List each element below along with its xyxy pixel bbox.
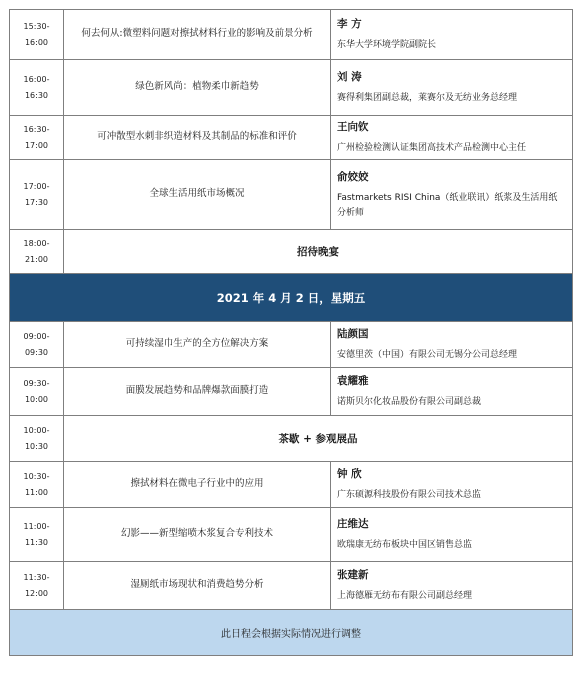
topic-cell: 何去何从:微塑料问题对擦拭材料行业的影响及前景分析	[64, 10, 331, 60]
session-row	[10, 508, 573, 562]
session-row	[10, 116, 573, 160]
speaker-title: 诺斯贝尔化妆品股份有限公司副总裁	[337, 397, 482, 408]
date-header: 2021 年 4 月 2 日，星期五	[10, 274, 573, 322]
speaker-title: Fastmarkets RISI China（纸业联讯）纸浆及生活用纸分析师	[337, 193, 558, 218]
time-start: 15:30-	[23, 22, 50, 32]
time-cell	[10, 60, 64, 116]
speaker-name: 陆颜国	[337, 328, 369, 341]
time-end: 10:30	[24, 441, 49, 451]
speaker-cell	[331, 562, 573, 610]
time-start: 11:30-	[23, 573, 50, 583]
speaker-title: 东华大学环境学院副院长	[337, 40, 437, 51]
time-start: 09:30-	[23, 379, 50, 389]
event-label: 招待晚宴	[64, 230, 573, 274]
topic-cell: 幻影——新型缩喷木浆复合专利技术	[64, 508, 331, 562]
event-row	[10, 416, 573, 462]
speaker-cell	[331, 508, 573, 562]
footer-row	[10, 610, 573, 656]
session-row	[10, 562, 573, 610]
topic-cell: 全球生活用纸市场概况	[64, 160, 331, 230]
session-row	[10, 160, 573, 230]
topic-cell: 湿厕纸市场现状和消费趋势分析	[64, 562, 331, 610]
speaker-cell	[331, 160, 573, 230]
time-start: 16:00-	[23, 75, 50, 85]
time-start: 09:00-	[23, 332, 50, 342]
time-cell	[10, 368, 64, 416]
speaker-name: 袁耀雅	[337, 375, 369, 388]
time-cell	[10, 116, 64, 160]
event-label: 茶歇 + 参观展品	[64, 416, 573, 462]
speaker-name: 钟 欣	[337, 468, 362, 481]
speaker-title: 上海德雁无纺布有限公司副总经理	[337, 591, 473, 602]
footer-note: 此日程会根据实际情况进行调整	[10, 610, 573, 656]
time-start: 17:00-	[23, 182, 50, 192]
time-cell	[10, 10, 64, 60]
time-cell	[10, 416, 64, 462]
time-cell	[10, 462, 64, 508]
session-row	[10, 60, 573, 116]
session-row	[10, 10, 573, 60]
time-end: 12:00	[24, 588, 49, 598]
topic-cell: 擦拭材料在微电子行业中的应用	[64, 462, 331, 508]
speaker-title: 赛得利集团副总裁，莱赛尔及无纺业务总经理	[337, 93, 518, 104]
speaker-name: 王向钦	[337, 121, 369, 134]
session-row	[10, 322, 573, 368]
date-row	[10, 274, 573, 322]
speaker-name: 俞姣姣	[337, 171, 369, 184]
schedule-body	[10, 10, 573, 656]
time-start: 18:00-	[23, 239, 50, 249]
speaker-title: 广东硕源科技股份有限公司技术总监	[337, 490, 482, 501]
topic-cell: 可冲散型水刺非织造材料及其制品的标准和评价	[64, 116, 331, 160]
topic-cell: 面膜发展趋势和品牌爆款面膜打造	[64, 368, 331, 416]
time-end: 21:00	[24, 254, 49, 264]
time-cell	[10, 322, 64, 368]
time-start: 16:30-	[23, 125, 50, 135]
speaker-name: 庄维达	[337, 518, 369, 531]
speaker-cell	[331, 368, 573, 416]
time-start: 11:00-	[23, 522, 50, 532]
speaker-cell	[331, 60, 573, 116]
speaker-name: 刘 涛	[337, 71, 362, 84]
time-end: 10:00	[24, 394, 49, 404]
time-start: 10:00-	[23, 426, 50, 436]
speaker-cell	[331, 462, 573, 508]
speaker-title: 欧瑞康无纺布板块中国区销售总监	[337, 540, 473, 551]
topic-cell: 绿色新风尚：植物柔巾新趋势	[64, 60, 331, 116]
time-cell	[10, 230, 64, 274]
time-end: 17:00	[24, 140, 49, 150]
speaker-title: 广州检验检测认证集团高技术产品检测中心主任	[337, 143, 527, 154]
time-end: 11:00	[24, 487, 49, 497]
speaker-cell	[331, 10, 573, 60]
speaker-name: 张建新	[337, 569, 369, 582]
time-start: 10:30-	[23, 472, 50, 482]
session-row	[10, 368, 573, 416]
topic-cell: 可持续湿巾生产的全方位解决方案	[64, 322, 331, 368]
time-end: 11:30	[24, 537, 49, 547]
time-cell	[10, 508, 64, 562]
time-end: 16:00	[24, 37, 49, 47]
time-end: 16:30	[24, 90, 49, 100]
speaker-cell	[331, 322, 573, 368]
time-end: 17:30	[24, 197, 49, 207]
time-end: 09:30	[24, 347, 49, 357]
time-cell	[10, 562, 64, 610]
session-row	[10, 462, 573, 508]
schedule-table	[9, 9, 573, 656]
speaker-name: 李 方	[337, 18, 362, 31]
event-row	[10, 230, 573, 274]
time-cell	[10, 160, 64, 230]
speaker-cell	[331, 116, 573, 160]
speaker-title: 安德里茨（中国）有限公司无锡分公司总经理	[337, 350, 518, 361]
